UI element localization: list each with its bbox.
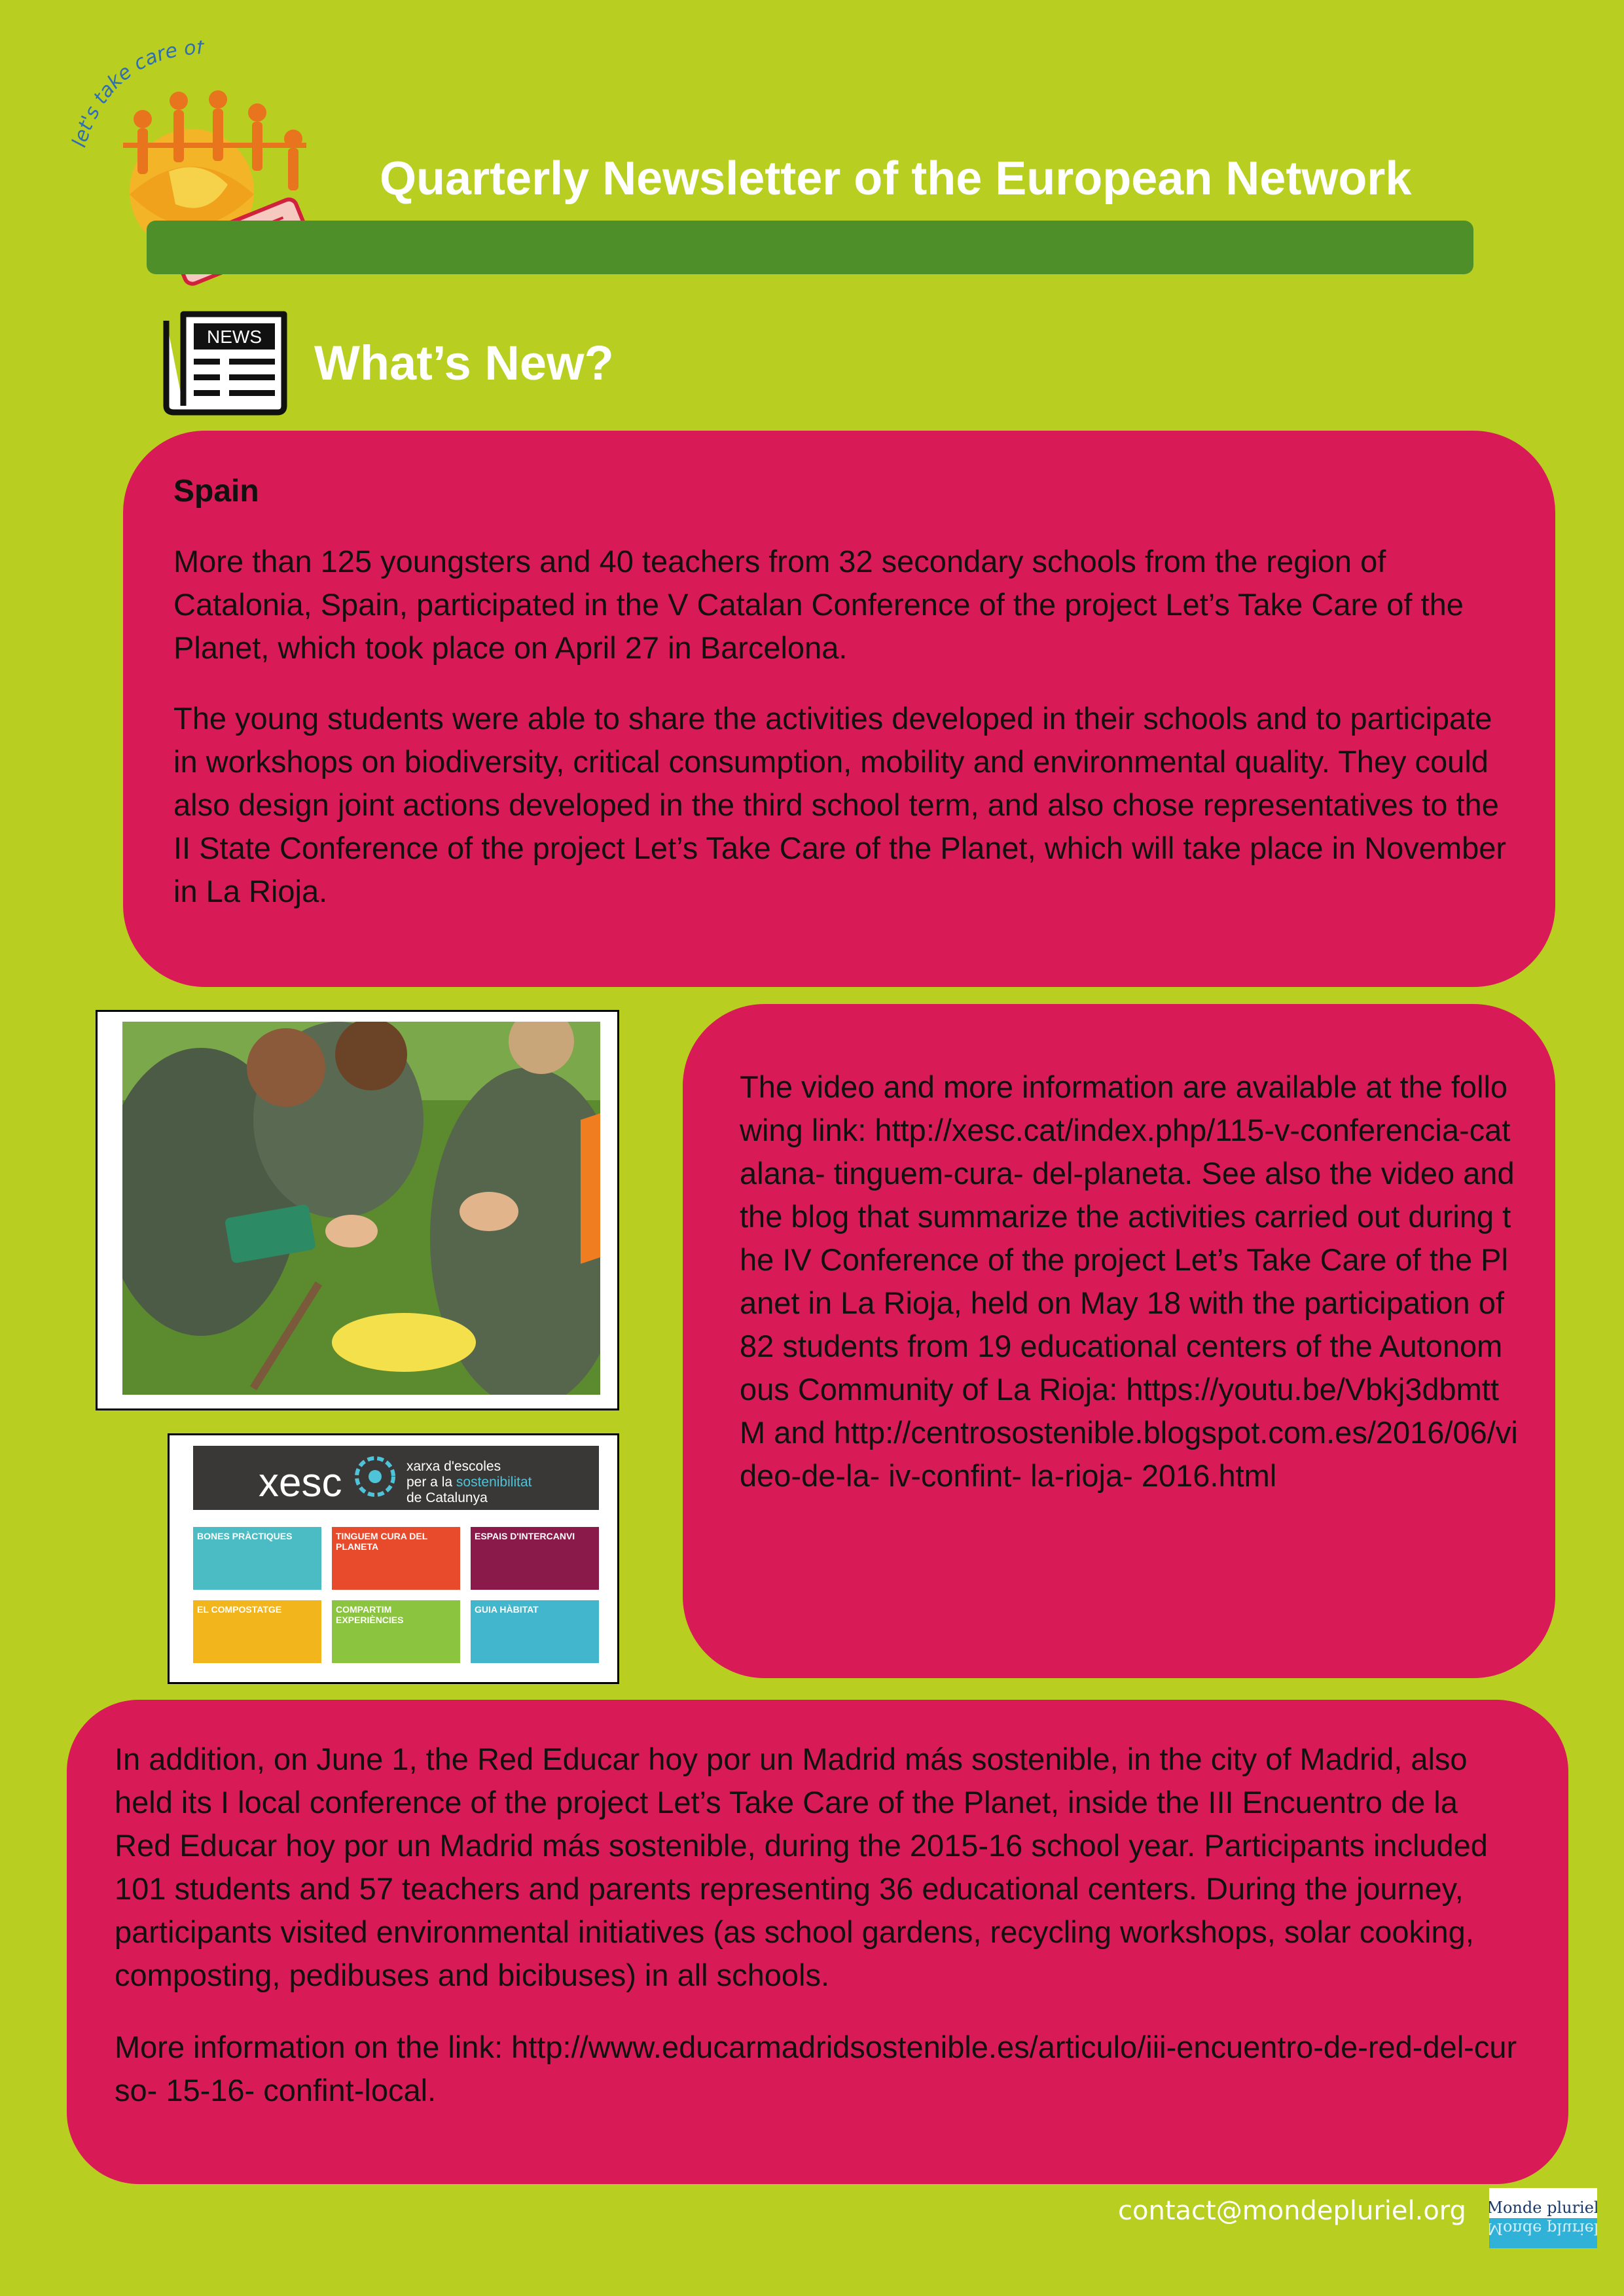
students-photo xyxy=(122,1022,600,1395)
spain-heading: Spain xyxy=(173,474,259,509)
svg-text:Monde pluriel: Monde pluriel xyxy=(1489,2219,1597,2238)
xesc-tile: COMPARTIM EXPERIÈNCIES xyxy=(332,1600,460,1663)
xesc-line-2-prefix: per a la xyxy=(406,1475,456,1490)
xesc-tile: GUIA HÀBITAT xyxy=(471,1600,599,1663)
xesc-logo: xesc xyxy=(259,1460,342,1505)
news-icon-label: NEWS xyxy=(207,327,262,347)
video-info-text: The video and more information are available at the following link: http://xesc.cat/index.php/115-v-conferencia-catalana- tinguem-cura- del-planeta. See also the video and the blog that summarize the activities carried out during the IV Conference of the project Let’s Take Care of the Planet in La Rioja, held on May 18 with the participation of 82 students from 19 educational centers of the Autonomous Community of La Rioja: https://youtu.be/Vbkj3dbmttM and http://centrosostenible.blogspot.com.es/2016/06/video-de-la- iv-confint- la-rioja- 2016.html xyxy=(740,1069,1518,1493)
xesc-line-1: xarxa d'escoles xyxy=(406,1459,501,1474)
madrid-paragraph-1: In addition, on June 1, the Red Educar hoy por un Madrid más sostenible, in the city of Madrid, also held its I local conference of the project Let’s Take Care of the Planet, inside the III Encuentro de la Red Educar hoy por un Madrid más sostenible, during the 2015-16 school year. Participants included 101 students and 57 teachers and parents representing 36 educational centers. During the journey, participants visited environmental initiatives (as school gardens, recycling workshops, solar cooking, composting, pedibuses and bicibuses) in all schools. xyxy=(115,1742,1488,1992)
contact-email[interactable]: contact@mondepluriel.org xyxy=(1118,2196,1466,2226)
xesc-image-frame xyxy=(168,1433,619,1684)
xesc-tile: TINGUEM CURA DEL PLANETA xyxy=(332,1527,460,1590)
section-title: What’s New? xyxy=(314,336,614,390)
students-photo-frame xyxy=(96,1010,619,1410)
xesc-line-2-highlight: sostenibilitat xyxy=(456,1475,532,1490)
spain-paragraph-1: More than 125 youngsters and 40 teachers from 32 secondary schools from the region of Catalonia, Spain, participated in the V Catalan Conference of the project Let’s Take Care of the Planet, which took place on April 27 in Barcelona. xyxy=(173,544,1464,665)
header-bar xyxy=(147,221,1473,274)
xesc-tile: EL COMPOSTATGE xyxy=(193,1600,321,1663)
madrid-paragraph-2: More information on the link: http://www.educarmadridsostenible.es/articulo/iii-encuentro-de-red-del-curso- 15-16- confint-local. xyxy=(115,2030,1517,2108)
xesc-line-3: de Catalunya xyxy=(406,1490,488,1505)
newspaper-icon xyxy=(157,308,288,416)
logo-arc-text: et's take care of xyxy=(71,41,204,145)
xesc-tile: BONES PRÀCTIQUES xyxy=(193,1527,321,1590)
xesc-tile: ESPAIS D'INTERCANVI xyxy=(471,1527,599,1590)
spain-paragraph-2: The young students were able to share the activities developed in their schools and to participate in workshops on biodiversity, critical consumption, mobility and environmental quality. They could also design joint actions developed in the third school term, and also chose representatives to the II State Conference of the project Let’s Take Care of the Planet, which will take place in November in La Rioja. xyxy=(173,701,1507,908)
xesc-banner xyxy=(193,1446,599,1510)
monde-pluriel-logo xyxy=(1489,2188,1597,2248)
newsletter-title: Quarterly Newsletter of the European Network xyxy=(380,152,1412,205)
xesc-globe-icon xyxy=(353,1455,397,1498)
monde-pluriel-logo-text: Monde pluriel xyxy=(1489,2198,1597,2217)
